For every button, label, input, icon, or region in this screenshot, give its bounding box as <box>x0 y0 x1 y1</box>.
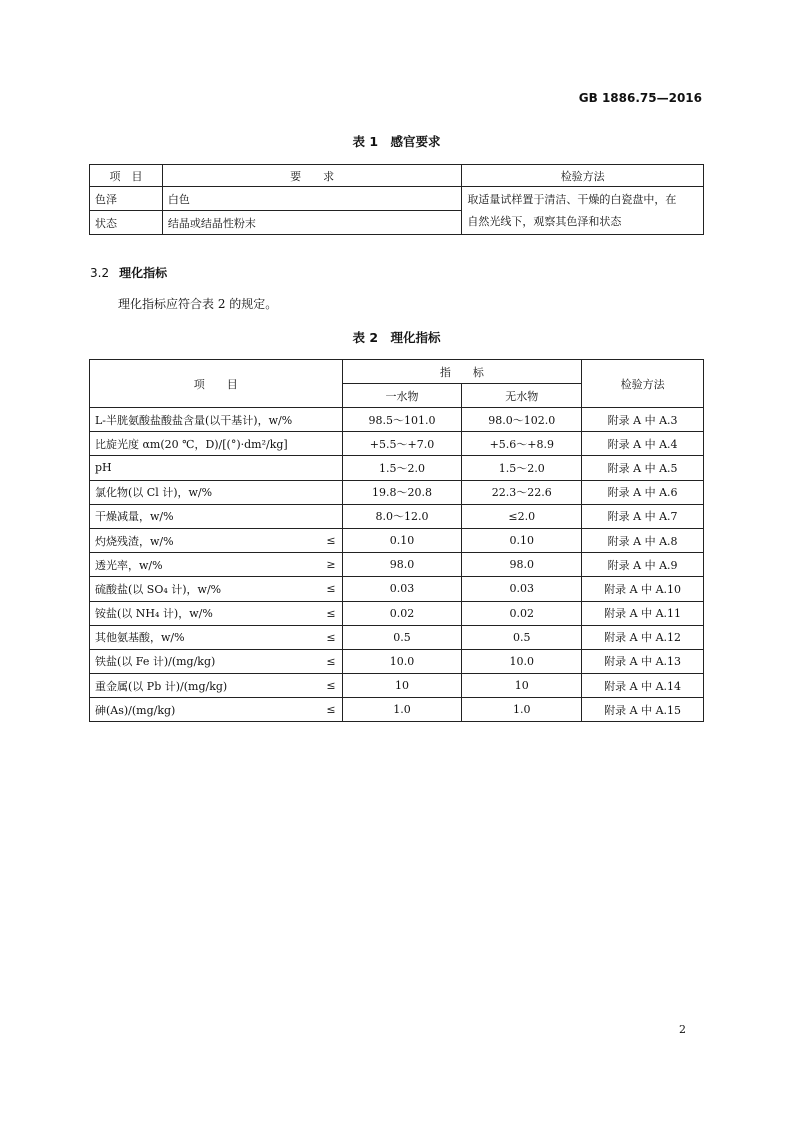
t2-cell-symbol: ≤ <box>309 649 342 673</box>
t2-cell-item: 透光率，w/% <box>90 553 310 577</box>
table-row <box>90 649 704 673</box>
table-row <box>90 408 704 432</box>
t2-cell-symbol <box>309 504 342 528</box>
t2-cell-anhydrous: +5.6～+8.9 <box>462 432 582 456</box>
t2-cell-mono: 0.10 <box>342 528 462 552</box>
t2-cell-method: 附录 A 中 A.6 <box>582 480 704 504</box>
table-row <box>90 577 704 601</box>
t2-cell-symbol: ≤ <box>309 674 342 698</box>
t2-cell-anhydrous: 0.5 <box>462 625 582 649</box>
t2-cell-method: 附录 A 中 A.13 <box>582 649 704 673</box>
t1-requirement: 结晶或结晶性粉末 <box>162 211 461 235</box>
table-row <box>90 432 704 456</box>
t2-cell-item: 灼烧残渣，w/% <box>90 528 310 552</box>
t2-cell-anhydrous: ≤2.0 <box>462 504 582 528</box>
t2-cell-symbol <box>309 480 342 504</box>
t2-cell-method: 附录 A 中 A.14 <box>582 674 704 698</box>
t2-cell-symbol: ≤ <box>309 601 342 625</box>
t2-cell-method: 附录 A 中 A.5 <box>582 456 704 480</box>
t2-cell-item: 铵盐(以 NH₄ 计)，w/% <box>90 601 310 625</box>
standard-number: GB 1886.75—2016 <box>578 91 702 105</box>
t2-cell-mono: 0.03 <box>342 577 462 601</box>
table-row <box>90 625 704 649</box>
t2-cell-item: pH <box>90 456 310 480</box>
t2-cell-symbol: ≥ <box>309 553 342 577</box>
t2-cell-method: 附录 A 中 A.7 <box>582 504 704 528</box>
t2-cell-method: 附录 A 中 A.3 <box>582 408 704 432</box>
table-row <box>90 553 704 577</box>
table-row <box>90 528 704 552</box>
t2-cell-mono: 0.02 <box>342 601 462 625</box>
table-row <box>90 456 704 480</box>
t2-cell-mono: 98.5～101.0 <box>342 408 462 432</box>
t1-requirement: 白色 <box>162 187 461 211</box>
t2-cell-method: 附录 A 中 A.9 <box>582 553 704 577</box>
t2-cell-item: 其他氨基酸，w/% <box>90 625 310 649</box>
table-row <box>90 601 704 625</box>
t2-cell-anhydrous: 10.0 <box>462 649 582 673</box>
t2-header-mono: 一水物 <box>342 384 462 408</box>
t2-cell-method: 附录 A 中 A.12 <box>582 625 704 649</box>
t2-cell-mono: 8.0～12.0 <box>342 504 462 528</box>
t2-cell-method: 附录 A 中 A.15 <box>582 698 704 722</box>
t2-cell-symbol: ≤ <box>309 625 342 649</box>
t2-cell-item: 干燥减量，w/% <box>90 504 310 528</box>
t2-cell-symbol <box>309 456 342 480</box>
t2-cell-method: 附录 A 中 A.4 <box>582 432 704 456</box>
table2-physicochemical <box>89 359 704 722</box>
t1-method-line: 自然光线下，观察其色泽和状态 <box>467 214 622 228</box>
t2-cell-symbol: ≤ <box>309 577 342 601</box>
section-heading <box>90 264 167 281</box>
t1-method <box>462 187 704 235</box>
t2-cell-mono: 0.5 <box>342 625 462 649</box>
t2-cell-anhydrous: 98.0～102.0 <box>462 408 582 432</box>
t2-header-method: 检验方法 <box>582 360 704 408</box>
section-title: 理化指标 <box>119 266 168 280</box>
t2-header-index: 指 标 <box>342 360 582 384</box>
t2-cell-anhydrous: 0.10 <box>462 528 582 552</box>
t2-cell-anhydrous: 10 <box>462 674 582 698</box>
table2-caption: 表 2 理化指标 <box>352 330 441 345</box>
t2-cell-symbol <box>309 408 342 432</box>
t2-cell-anhydrous: 22.3～22.6 <box>462 480 582 504</box>
t2-cell-mono: 19.8～20.8 <box>342 480 462 504</box>
t2-cell-anhydrous: 1.5～2.0 <box>462 456 582 480</box>
t1-item: 状态 <box>90 211 163 235</box>
t1-method-line: 取适量试样置于清洁、干燥的白瓷盘中，在 <box>467 192 677 206</box>
t2-cell-mono: 10 <box>342 674 462 698</box>
table-row <box>90 480 704 504</box>
t2-cell-item: L-半胱氨酸盐酸盐含量(以干基计)，w/% <box>90 408 310 432</box>
t2-header-item: 项 目 <box>90 360 343 408</box>
table-row <box>90 187 704 211</box>
t1-header-requirement: 要 求 <box>162 165 461 187</box>
t2-cell-anhydrous: 98.0 <box>462 553 582 577</box>
t2-cell-method: 附录 A 中 A.11 <box>582 601 704 625</box>
t2-cell-anhydrous: 0.03 <box>462 577 582 601</box>
t2-cell-item: 氯化物(以 Cl 计)，w/% <box>90 480 310 504</box>
t2-cell-symbol: ≤ <box>309 528 342 552</box>
t1-item: 色泽 <box>90 187 163 211</box>
t2-cell-mono: 10.0 <box>342 649 462 673</box>
t2-cell-item: 比旋光度 αm(20 ℃，D)/[(°)·dm²/kg] <box>90 432 310 456</box>
t2-cell-item: 砷(As)/(mg/kg) <box>90 698 310 722</box>
t2-cell-anhydrous: 0.02 <box>462 601 582 625</box>
section-number: 3.2 <box>90 266 110 280</box>
table-row <box>90 674 704 698</box>
section-paragraph: 理化指标应符合表 2 的规定。 <box>118 297 278 311</box>
t2-header-anhydrous: 无水物 <box>462 384 582 408</box>
table-row <box>90 698 704 722</box>
t2-cell-mono: +5.5～+7.0 <box>342 432 462 456</box>
t2-cell-mono: 98.0 <box>342 553 462 577</box>
t2-cell-mono: 1.5～2.0 <box>342 456 462 480</box>
table1-caption: 表 1 感官要求 <box>352 134 441 149</box>
page-number: 2 <box>679 1023 686 1036</box>
t2-cell-mono: 1.0 <box>342 698 462 722</box>
t2-cell-item: 重金属(以 Pb 计)/(mg/kg) <box>90 674 310 698</box>
t2-cell-method: 附录 A 中 A.8 <box>582 528 704 552</box>
t1-header-method: 检验方法 <box>462 165 704 187</box>
t1-header-item: 项 目 <box>90 165 163 187</box>
table-row <box>90 504 704 528</box>
t2-cell-method: 附录 A 中 A.10 <box>582 577 704 601</box>
t2-cell-item: 铁盐(以 Fe 计)/(mg/kg) <box>90 649 310 673</box>
t2-cell-symbol: ≤ <box>309 698 342 722</box>
t2-cell-anhydrous: 1.0 <box>462 698 582 722</box>
t2-cell-symbol <box>309 432 342 456</box>
t2-cell-item: 硫酸盐(以 SO₄ 计)，w/% <box>90 577 310 601</box>
table1-sensory <box>89 164 704 235</box>
